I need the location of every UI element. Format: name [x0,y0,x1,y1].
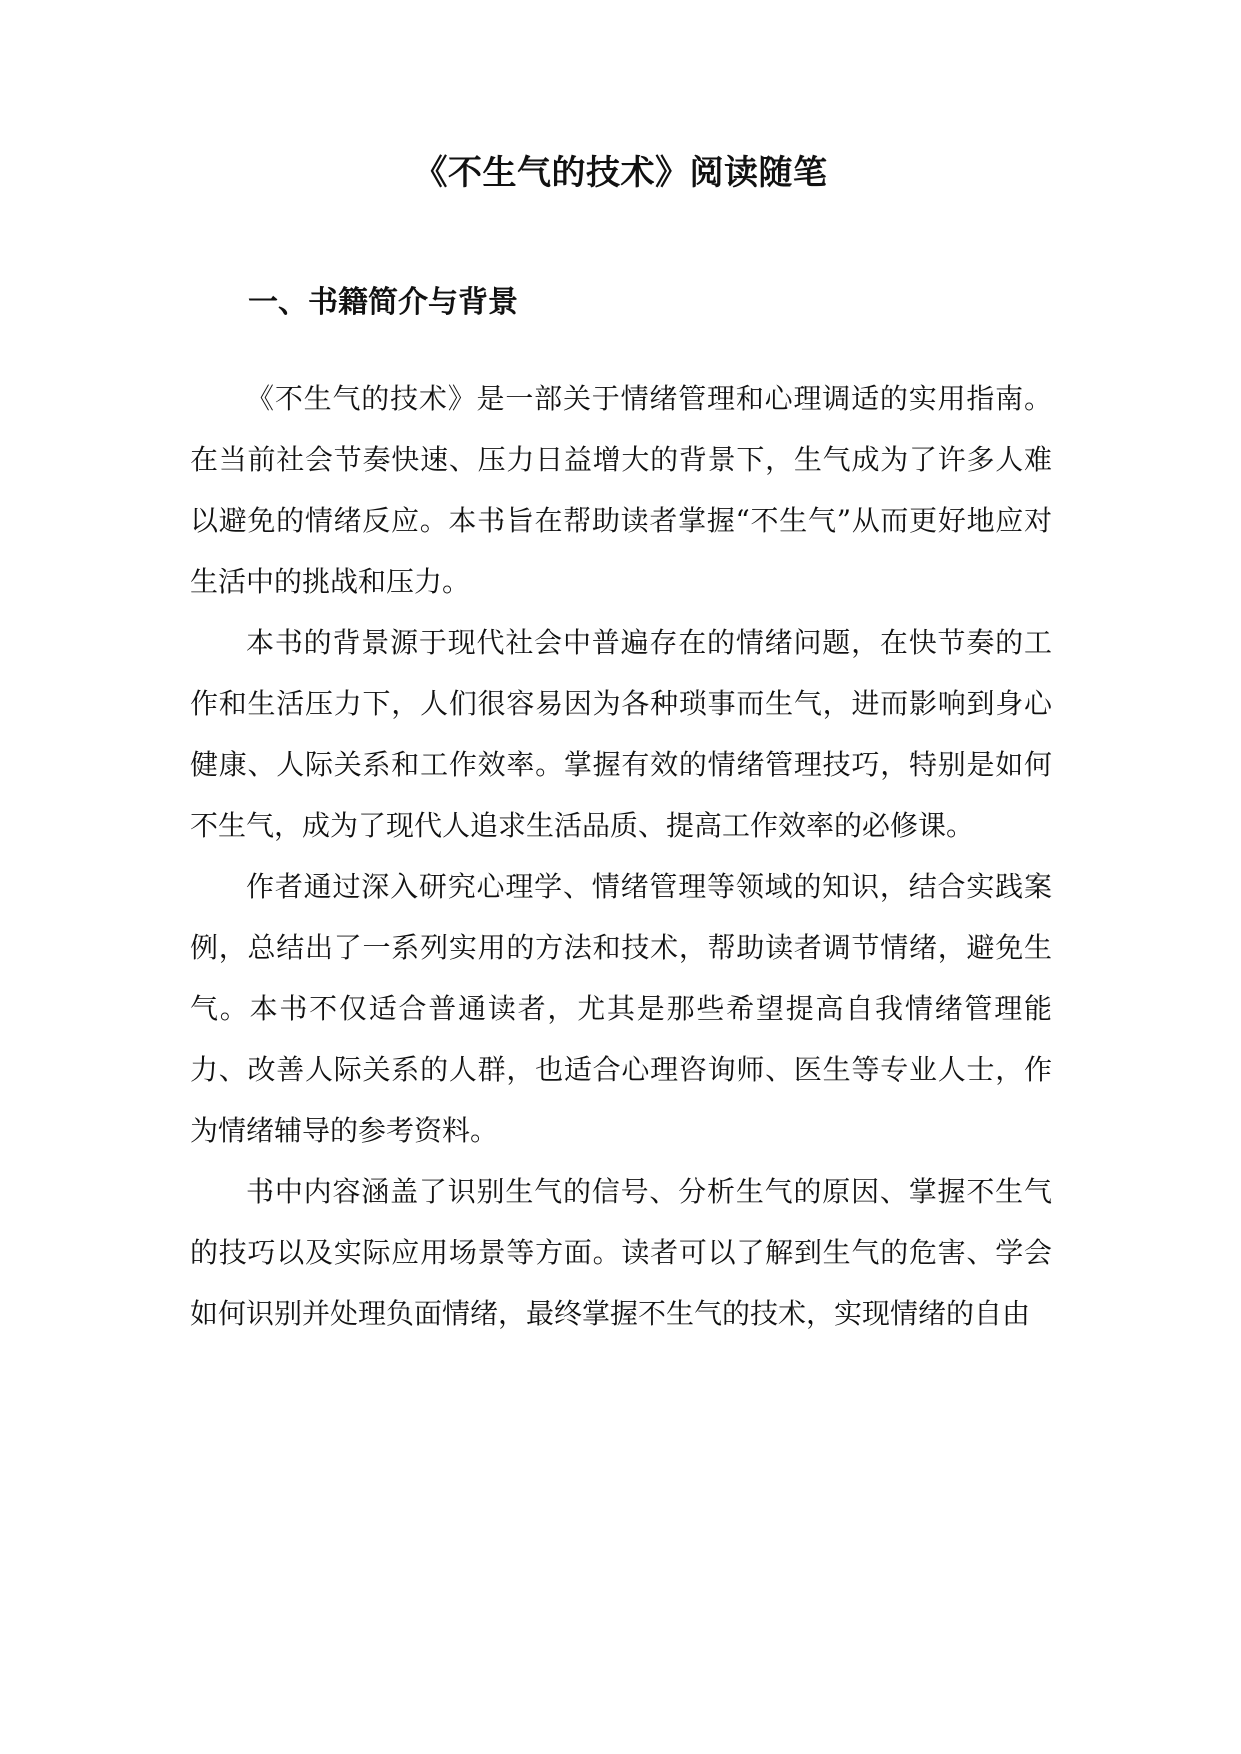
section-heading: 一、书籍简介与背景 [248,285,518,320]
paragraph: 作者通过深入研究心理学、情绪管理等领域的知识，结合实践案例，总结出了一系列实用的方法和技术，帮助读者调节情绪，避免生气。本书不仅适合普通读者，尤其是那些希望提高自我情绪管理能力、改善人际关系的人群，也适合心理咨询师、医生等专业人士，作为情绪辅导的参考资料。 [190,870,1052,1147]
page-title: 《不生气的技术》阅读随笔 [413,153,828,193]
paragraph: 《不生气的技术》是一部关于情绪管理和心理调适的实用指南。在当前社会节奏快速、压力日益增大的背景下，生气成为了许多人难以避免的情绪反应。本书旨在帮助读者掌握“不生气”从而更好地应对生活中的挑战和压力。 [190,382,1052,598]
paragraph: 本书的背景源于现代社会中普遍存在的情绪问题，在快节奏的工作和生活压力下，人们很容易因为各种琐事而生气，进而影响到身心健康、人际关系和工作效率。掌握有效的情绪管理技巧，特别是如何不生气，成为了现代人追求生活品质、提高工作效率的必修课。 [190,626,1052,842]
paragraph: 书中内容涵盖了识别生气的信号、分析生气的原因、掌握不生气的技巧以及实际应用场景等方面。读者可以了解到生气的危害、学会如何识别并处理负面情绪，最终掌握不生气的技术，实现情绪的自由 [190,1175,1052,1330]
section-body [190,368,1052,1344]
